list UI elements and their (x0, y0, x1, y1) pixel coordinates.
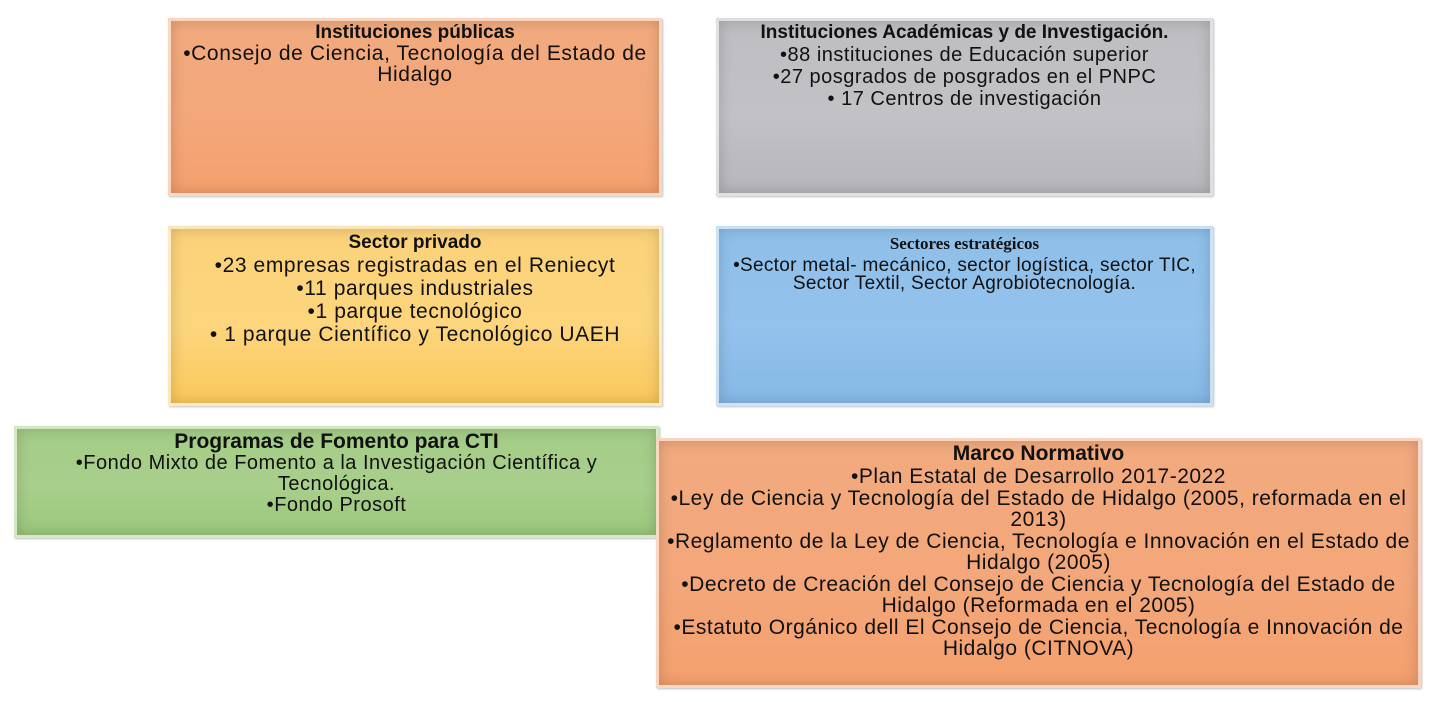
list-item: • Ley de Ciencia y Tecnología del Estado de Hidalgo (2005, reformada en el 2013) (659, 488, 1418, 530)
box-title: Marco Normativo (952, 442, 1125, 465)
list-item: • Decreto de Creación del Consejo de Ciencia y Tecnología del Estado de Hidalgo (Reformada en el 2005) (659, 574, 1418, 616)
list-item: • Estatuto Orgánico dell El Consejo de Ciencia, Tecnología e Innovación de Hidalgo (CITNOVA) (659, 617, 1418, 659)
box-title: Instituciones públicas (315, 22, 515, 43)
list-item: • 1 parque Científico y Tecnológico UAEH (171, 324, 659, 345)
list-item: • 88 instituciones de Educación superior (719, 45, 1210, 65)
list-item: • 11 parques industriales (171, 278, 659, 299)
item-list (171, 255, 659, 345)
list-item: • Consejo de Ciencia, Tecnología del Estado de Hidalgo (171, 43, 659, 85)
box-programas-fomento (14, 426, 659, 538)
box-title: Sectores estratégicos (889, 234, 1040, 253)
box-title: Sector privado (348, 232, 482, 253)
list-item: • Reglamento de la Ley de Ciencia, Tecnología e Innovación en el Estado de Hidalgo (2005) (659, 531, 1418, 573)
box-instituciones-academicas (716, 18, 1213, 196)
item-list (17, 453, 656, 516)
item-list (171, 43, 659, 85)
box-title: Programas de Fomento para CTI (174, 430, 499, 453)
box-instituciones-publicas (168, 18, 662, 196)
list-item: • 23 empresas registradas en el Reniecyt (171, 255, 659, 276)
item-list (719, 254, 1210, 295)
item-list (659, 466, 1418, 659)
box-sectores-estrategicos (716, 226, 1213, 406)
box-title: Instituciones Académicas y de Investigación. (760, 22, 1169, 43)
list-item: • 1 parque tecnológico (171, 301, 659, 322)
item-list (719, 45, 1210, 109)
list-item: • Plan Estatal de Desarrollo 2017-2022 (659, 466, 1418, 487)
list-item: • 17 Centros de investigación (719, 89, 1210, 109)
box-sector-privado (168, 226, 662, 406)
list-item: • Fondo Prosoft (17, 495, 656, 516)
list-item: • 27 posgrados de posgrados en el PNPC (719, 67, 1210, 87)
list-item: • Fondo Mixto de Fomento a la Investigación Científica y Tecnológica. (17, 453, 656, 495)
list-item: • Sector metal- mecánico, sector logística, sector TIC, Sector Textil, Sector Agrobiotecnología. (719, 257, 1210, 294)
box-marco-normativo (656, 438, 1421, 688)
